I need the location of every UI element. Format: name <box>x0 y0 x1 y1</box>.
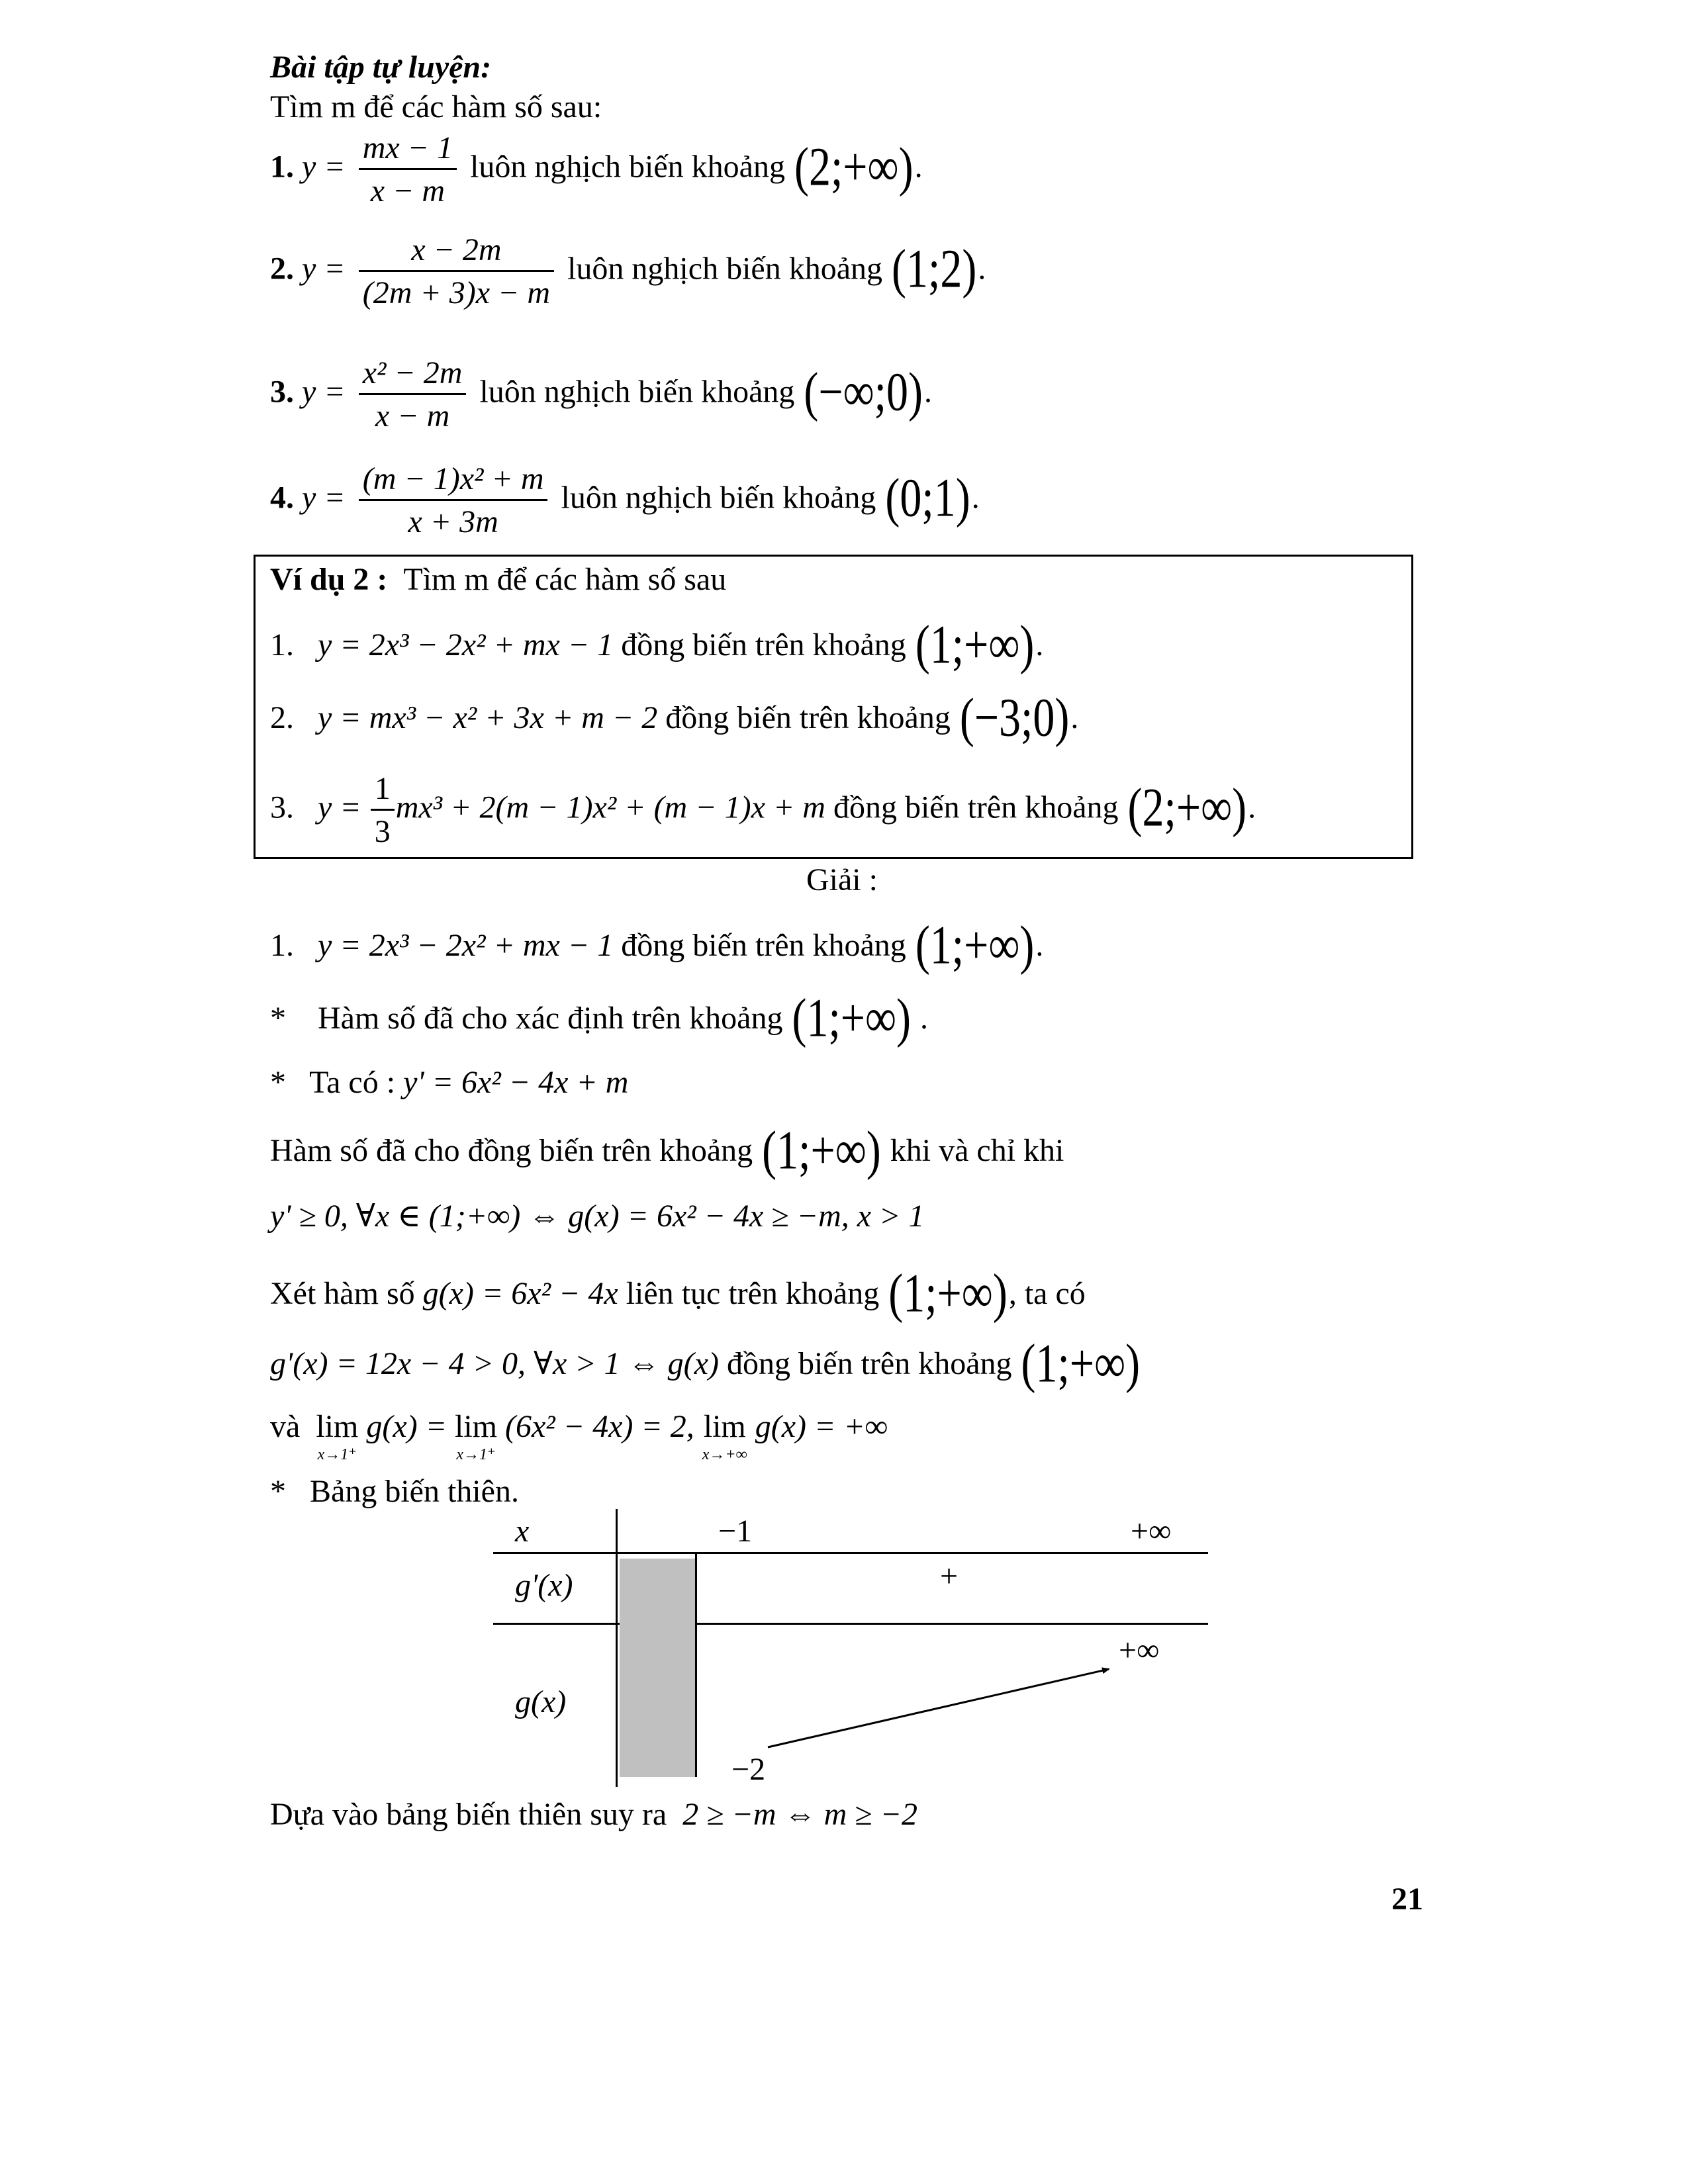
solution-heading: Giải : <box>806 862 878 897</box>
table-x-value-1: −1 <box>718 1514 753 1549</box>
exercise-intro: Tìm m để các hàm số sau: <box>270 89 602 124</box>
exercise-item-3: 3. y = $\frac{\text{x² − 2m}}{x - m}$ luôn nghịch biến khoảng (−∞;0). <box>270 355 932 433</box>
page-number: 21 <box>1391 1882 1423 1917</box>
exercise-item-1: 1. y = $\frac{mx - 1}{x - m}$ luôn nghịch biến khoảng (2;+∞). <box>270 130 923 208</box>
exercise-item-4: 4. y = $\frac{\text{(m − 1)x² + m}}{x + 3m}$ luôn nghịch biến khoảng (0;1). <box>270 461 980 539</box>
solution-line-9: * Bảng biến thiên. <box>270 1474 519 1509</box>
solution-line-2: * Hàm số đã cho xác định trên khoảng (1;+∞) . <box>270 987 929 1048</box>
example-item-1: 1. y = 2x³ − 2x² + mx − 1 đồng biến trên khoảng (1;+∞). <box>270 614 1044 675</box>
table-derivative-sign: + <box>940 1559 959 1594</box>
table-derivative-label: g'(x) <box>515 1568 573 1603</box>
table-function-label: g(x) <box>515 1684 567 1719</box>
conclusion: Dựa vào bảng biến thiên suy ra 2 ≥ −m ⇔ m ≥ −2 <box>270 1797 917 1832</box>
table-function-bottom: −2 <box>731 1752 766 1787</box>
table-x-value-2: +∞ <box>1131 1514 1172 1549</box>
solution-line-1: 1. y = 2x³ − 2x² + mx − 1 đồng biến trên khoảng (1;+∞). <box>270 915 1044 976</box>
exercise-item-2: 2. y = $\frac{x - 2m}{(2m + 3)x - m}$ luôn nghịch biến khoảng (1;2). <box>270 232 986 310</box>
example-title: Ví dụ 2 : Tìm m để các hàm số sau <box>270 562 727 597</box>
table-function-top: +∞ <box>1119 1633 1160 1668</box>
exercise-heading: Bài tập tự luyện: <box>270 50 492 85</box>
solution-line-8: và lim x→1⁺ g(x) = lim x→1⁺ (6x² − 4x) = 2, lim x→+∞ g(x) = +∞ <box>270 1409 888 1463</box>
example-item-2: 2. y = mx³ − x² + 3x + m − 2 đồng biến trên khoảng (−3;0). <box>270 687 1079 748</box>
example-item-3: 3. y = $\frac{1}{3}$ mx³ + 2(m − 1)x² + (m − 1)x + m đồng biến trên khoảng (2;+∞). <box>270 771 1256 849</box>
table-x-label: x <box>515 1514 530 1549</box>
solution-line-4: Hàm số đã cho đồng biến trên khoảng (1;+∞) khi và chỉ khi <box>270 1120 1064 1181</box>
solution-line-3: * Ta có : y' = 6x² − 4x + m <box>270 1065 629 1100</box>
solution-line-7: g'(x) = 12x − 4 > 0, ∀x > 1 ⇔ g(x) đồng biến trên khoảng (1;+∞) <box>270 1333 1141 1394</box>
solution-line-5: y' ≥ 0, ∀x ∈ (1;+∞) ⇔ g(x) = 6x² − 4x ≥ −m, x > 1 <box>270 1199 925 1234</box>
solution-line-6: Xét hàm số g(x) = 6x² − 4x liên tục trên khoảng (1;+∞), ta có <box>270 1263 1086 1324</box>
